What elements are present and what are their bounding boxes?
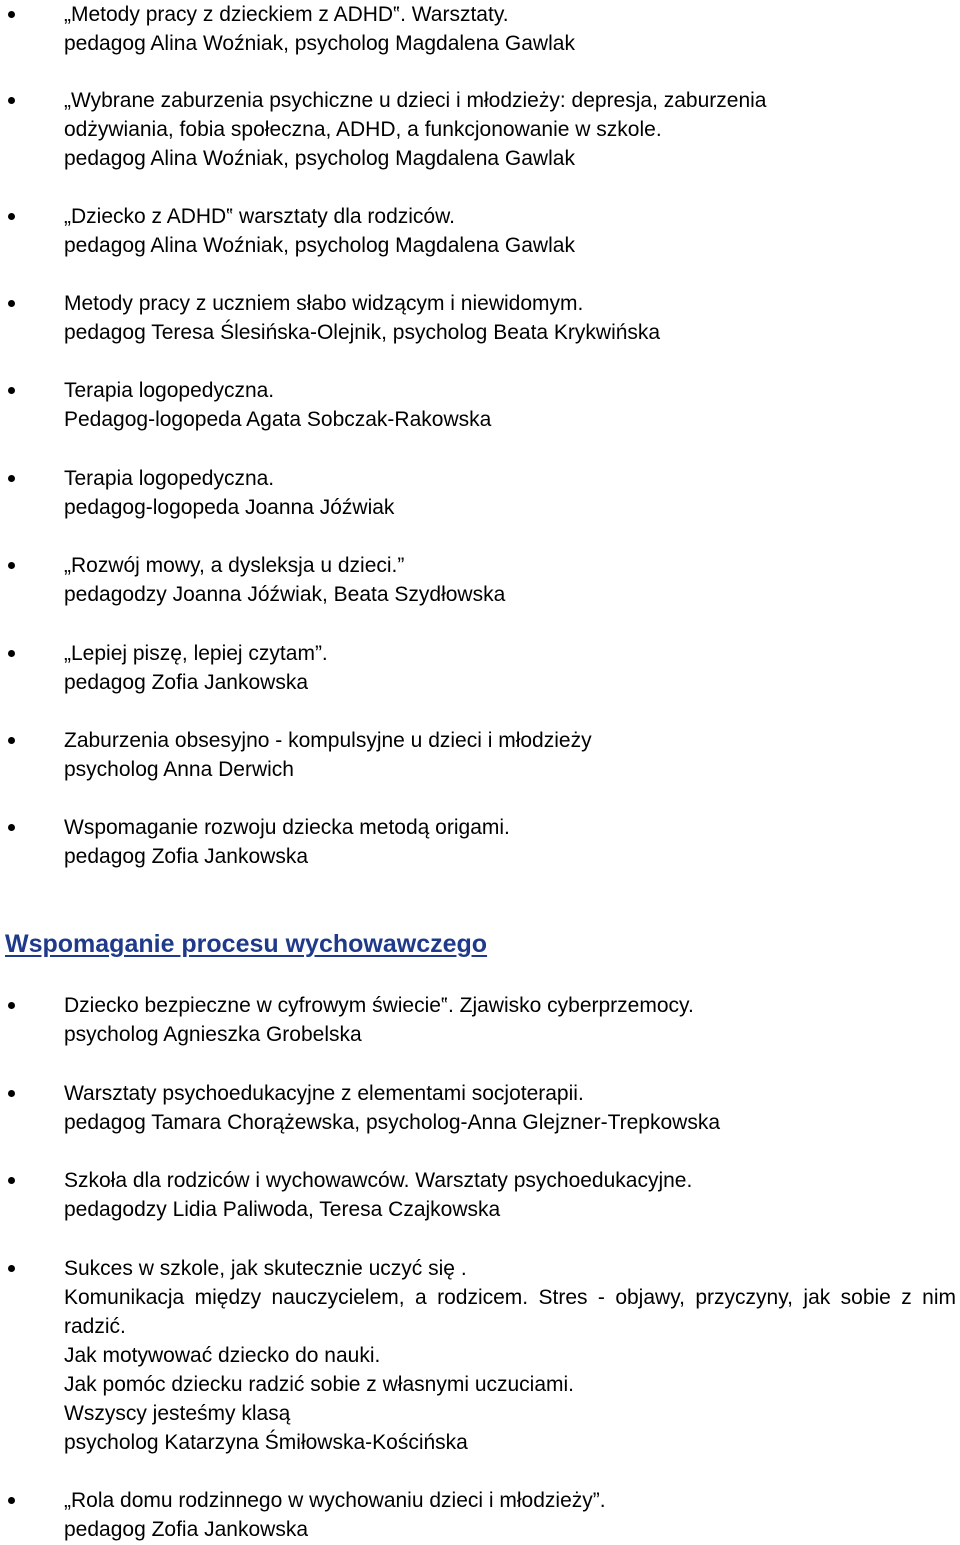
item-presenters: pedagog Alina Woźniak, psycholog Magdalena Gawlak [64, 32, 575, 55]
list-item [64, 991, 956, 1049]
item-topic: Wszyscy jesteśmy klasą [64, 1402, 291, 1425]
bullet-icon [8, 562, 15, 569]
list-item [64, 86, 956, 173]
bullet-icon [8, 387, 15, 394]
list-item [64, 289, 956, 347]
item-presenters: pedagog Alina Woźniak, psycholog Magdalena Gawlak [64, 234, 575, 257]
item-presenters: pedagog Zofia Jankowska [64, 845, 308, 868]
item-title: „Metody pracy z dzieckiem z ADHD‟. Warsztaty. [64, 3, 509, 26]
item-presenters: pedagog Tamara Chorążewska, psycholog-Anna Glejzner-Trepkowska [64, 1111, 721, 1134]
item-title: Metody pracy z uczniem słabo widzącym i niewidomym. [64, 292, 584, 315]
item-title: Sukces w szkole, jak skutecznie uczyć się . [64, 1257, 467, 1280]
item-title: Szkoła dla rodziców i wychowawców. Warsztaty psychoedukacyjne. [64, 1169, 693, 1192]
item-presenters: pedagog Alina Woźniak, psycholog Magdalena Gawlak [64, 147, 575, 170]
bullet-icon [8, 97, 15, 104]
item-presenters: pedagog Zofia Jankowska [64, 671, 308, 694]
bullet-icon [8, 300, 15, 307]
item-presenters: pedagog Zofia Jankowska [64, 1518, 308, 1541]
item-presenters: Pedagog-logopeda Agata Sobczak-Rakowska [64, 408, 492, 431]
item-title: Terapia logopedyczna. [64, 467, 275, 490]
item-topic: Komunikacja między nauczycielem, a rodzicem. Stres - objawy, przyczyny, jak sobie z nim radzić. [64, 1286, 956, 1338]
list-item [64, 1166, 956, 1224]
bullet-icon [8, 737, 15, 744]
list-item [64, 202, 956, 260]
item-title: „Lepiej piszę, lepiej czytam”. [64, 642, 328, 665]
item-title: „Rola domu rodzinnego w wychowaniu dzieci i młodzieży”. [64, 1489, 606, 1512]
list-item [64, 639, 956, 697]
bullet-icon [8, 1177, 15, 1184]
item-presenters: psycholog Agnieszka Grobelska [64, 1023, 362, 1046]
item-presenters: psycholog Katarzyna Śmiłowska-Kościńska [64, 1431, 468, 1454]
item-presenters: pedagog-logopeda Joanna Jóźwiak [64, 496, 395, 519]
item-topic: Jak pomóc dziecku radzić sobie z własnymi uczuciami. [64, 1373, 575, 1396]
bullet-icon [8, 824, 15, 831]
bullet-icon [8, 1265, 15, 1272]
item-title: Terapia logopedyczna. [64, 379, 275, 402]
item-title: Zaburzenia obsesyjno - kompulsyjne u dzieci i młodzieży [64, 729, 592, 752]
list-item [64, 1079, 956, 1137]
bullet-icon [8, 1002, 15, 1009]
list-item [64, 726, 956, 784]
item-presenters: pedagodzy Lidia Paliwoda, Teresa Czajkowska [64, 1198, 501, 1221]
item-title: Warsztaty psychoedukacyjne z elementami socjoterapii. [64, 1082, 584, 1105]
bullet-icon [8, 1497, 15, 1504]
item-presenters: pedagog Teresa Ślesińska-Olejnik, psycholog Beata Krykwińska [64, 321, 661, 344]
item-topic: Jak motywować dziecko do nauki. [64, 1344, 381, 1367]
list-item [64, 1486, 956, 1544]
bullet-icon [8, 11, 15, 18]
item-title-continued: odżywiania, fobia społeczna, ADHD, a funkcjonowanie w szkole. [64, 118, 662, 141]
item-presenters: psycholog Anna Derwich [64, 758, 294, 781]
bullet-icon [8, 650, 15, 657]
item-title: „Wybrane zaburzenia psychiczne u dzieci i młodzieży: depresja, zaburzenia [64, 89, 767, 112]
list-item [64, 551, 956, 609]
item-presenters: pedagodzy Joanna Jóźwiak, Beata Szydłowska [64, 583, 506, 606]
item-title: „Dziecko z ADHD‟ warsztaty dla rodziców. [64, 205, 455, 228]
item-title: „Rozwój mowy, a dysleksja u dzieci.” [64, 554, 405, 577]
list-item [64, 0, 956, 58]
bullet-icon [8, 475, 15, 482]
list-item [64, 1254, 956, 1457]
item-title: Wspomaganie rozwoju dziecka metodą origami. [64, 816, 510, 839]
list-item [64, 376, 956, 434]
section-heading: Wspomaganie procesu wychowawczego [5, 930, 488, 958]
bullet-icon [8, 1090, 15, 1097]
item-title: Dziecko bezpieczne w cyfrowym świecie‟. Zjawisko cyberprzemocy. [64, 994, 694, 1017]
list-item [64, 813, 956, 871]
list-item [64, 464, 956, 522]
bullet-icon [8, 213, 15, 220]
